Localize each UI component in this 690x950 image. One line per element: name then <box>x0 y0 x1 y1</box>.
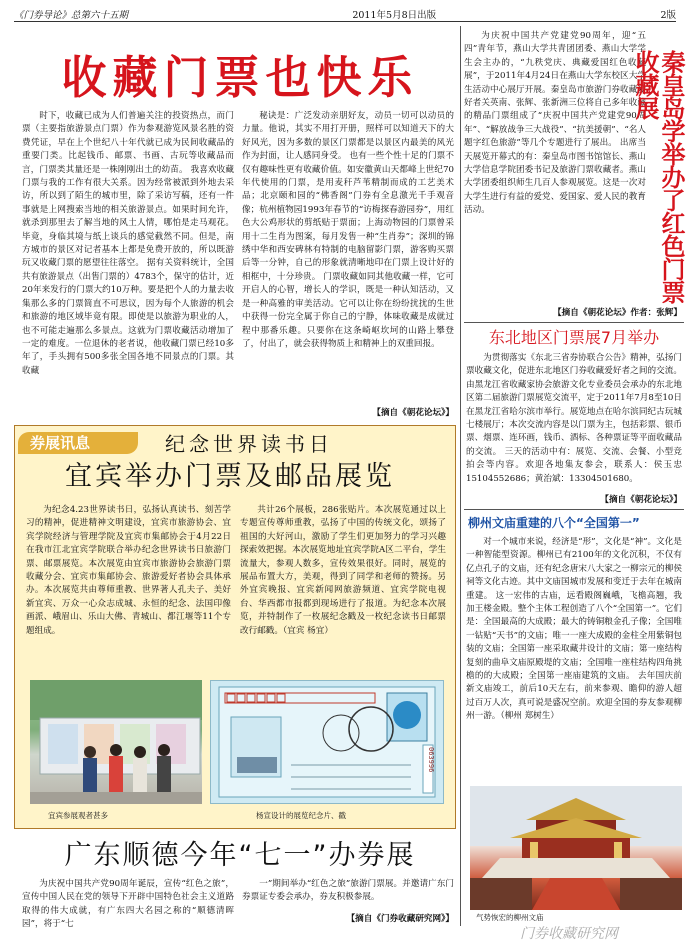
qhd-article-text: 为庆祝中国共产党建党90周年，迎“五四”青年节，燕山大学共青团团委、燕山大学学生会主办的，“九秩党庆、典藏爱国红色收藏展”，于2011年4月24日在燕山大学东校区大学生活动中心展厅开展。秦皇岛市旅游门券收藏爱好者关英南、张辉、张新洲三位将自己多年收藏的精品门票组成了“庆祝中国共产党建党90周年”、“解放战争三大战役”、“抗美援朝”、“名人题字红色旅游”等几个专题进行了展出。 出席当天展览开幕式的有：秦皇岛市图书馆馆长、燕山大学信息学院团委书记及旅游门票收藏者。燕山大学团委组织师生几百人参观展览。这是一次对大学生进行有益的爱党、爱国家、爱人民的教育活动。 <box>464 31 646 216</box>
temple-photo <box>470 786 682 910</box>
photo-caption-exhibition: 宜宾参展观者甚多 <box>48 811 108 820</box>
main-article-text-2: 秘诀是：广泛发动亲朋好友，动员一切可以动员的力量。他说，其实不用打开册，照样可以知道天下的大好风光，因为多数的景区门票都是以景区内最美的风光作为封面，让人感同身受。 也有一些个性十足的门票不仅有趣味性更有收藏价值。如安徽黄山天都峰上世纪70年代使用的门票，是用麦秆芦苇精制而成的工艺美术品；北京颐和园的“佛香阁”门券有全息激光千手观音像；杭州植物园1993年春节的“访梅探春游园券”，用红色大公鸡形状的剪纸贴于票面；上海动物园的门票曾采用十二生肖为图案，每月发售一种“生肖券”；深圳的锦绣中华和西安碑林有特制的电脑留影门票，游客购买票后等一分钟，自己的形象就清晰地印在门票上设计好的相框中，十分珍贵。 门票收藏如同其他收藏一样，它可开启人的心智，增长人的学识，既是一种认知活动，又是一种高雅的审美活动。它可以让你在纷纷扰扰的生世中获得一份完全属于你自己的宁静，体味收藏是成就过程中那番乐趣。只要你在这条崎岖坎坷的山路上攀登了，付出了，就会获得物质上和精神上的双重回报。 <box>242 111 454 349</box>
feature-subtitle: 纪念世界读书日 <box>165 432 333 456</box>
qhd-article-source: 【摘自《朝花论坛》作者：张辉】 <box>553 308 682 318</box>
page-header <box>14 6 676 22</box>
main-article-col1 <box>22 110 234 420</box>
northeast-article-body <box>466 352 682 492</box>
qhd-article-title: 秦皇岛学举办了红色门票收藏展 <box>631 50 685 303</box>
temple-photo-caption: 气势恢宏的柳州文庙 <box>476 913 544 922</box>
main-article-source: 【摘自《朝花论坛》】 <box>372 408 454 418</box>
feature-col2 <box>240 504 446 676</box>
photo-caption-card: 杨宣设计的展览纪念片、戳 <box>256 811 346 820</box>
feature-text-1: 为纪念4.23世界读书日，弘扬认真读书、刻苦学习的精神，促进精神文明建设，宜宾市旅游协会、宜宾学院经济与管理学院及宜宾市集邮协会于4月22日在我市江北宜宾学院联合举办纪念世界读书日旅游门票、邮票展览。本次展览由宜宾市旅游协会旅游门票收藏分会、宜宾市集邮协会、旅游爱好者协会具体承办。本次展览共由尊师重教、世界著人孔夫子、美好新宜宾、万众一心众志成城、永恒的纪念、法国印像画派、峨眉山、乐山大佛、青城山、都江堰等11个专题组成。 <box>26 505 231 636</box>
news-badge: 券展讯息 <box>18 432 138 454</box>
northeast-article-text: 为贯彻落实《东北三省券协联合公告》精神，弘扬门票收藏文化，促进东北地区门券收藏爱好者之间的交流。由黑龙江省收藏家协会旅游文化专业委员会承办的东北地区第二届旅游门票展览交流平，定于2011年7月8至10日在黑龙江省哈尔滨市举行。展览地点在哈尔滨同纪古玩城七楼展厅；本次交流内容是以门票为主，包括彩票、银币票、烟票、连环画，钱币、酒标、各种票证等平面收藏品的交流。 三天的活动中有：展览、交流、会餐、小型竞拍会等内容。欢迎各地集友参会，联系人：侯玉忠15104552686；黄治斌：13304501680。 <box>466 353 682 484</box>
temple-illustration <box>470 786 682 910</box>
feature-title: 宜宾举办门票及邮品展览 <box>65 461 395 492</box>
section-divider <box>464 322 684 323</box>
northeast-article-source: 【摘自《朝花论坛》】 <box>600 495 682 505</box>
main-article-text-1: 时下，收藏已成为人们普遍关注的投资热点，而门票（主要指旅游景点门票）作为参观游览风景名胜的资费凭证，早在上个世纪八十年代就已成为民间收藏品的重要门类。比起钱币、邮票、书画、古玩等收藏品而言，门票类其量还是一株刚刚出土的幼苗。 我喜欢收藏门票与我的工作有很大关系。因为经常被派到外地去采访，所以到了陌生的城市里，除了采访写稿，还有一件事就是上网搜索当地的相关旅游景点。如果时间允许，就杀到那里去了解当地的风土人情，哪怕是走马观花。毕竟，身临其境与纸上谈兵的感觉截然不同。但是，南方城市的景区对记者基本上都是免费开放的，所以既游玩又收藏门票的愿望往往落空。 据有关资料统计，全国共有旅游景点（出售门票的）4783个，保守的估计，近20年来发行的门票大约10万种。要是把个人的力量去收集那么多的门票简直不可思议，因为每个人旅游的机会和旅游的地区域毕竟有限。即使是以旅游为职业的人，也不可能走遍那么多景点。这就为门票收藏活动增加了一定的难度。一位退休的老者说，他收藏门票已经10多年了，手头拥有500多张全国各地不同景点的门票。其收藏 <box>22 111 234 376</box>
masthead: 《门券导论》总第六十五期 <box>14 9 129 21</box>
exhibition-photo <box>30 680 202 804</box>
site-watermark: 门券收藏研究网 <box>520 926 618 942</box>
main-article-title: 收藏门票也快乐 <box>61 51 419 104</box>
bottom-article-col1 <box>22 878 234 944</box>
liuzhou-article-text: 对一个城市来说，经济是“形”，文化是“神”。文化是一种智能型资源。柳州已有2100年的文化沉积，不仅有亿点孔子的文庙，还有纪念唐宋八大家之一柳宗元的柳侯祠等文化古迹。其中文庙国城市发展和变迁于去年在城南重建。 这一宏伟的古庙，远看殿阁巍峨，飞檐高翘，我加王楼金殿。整个主体工程创造了八个“全国第一”。它们是：全国最高的大成殿；最大的铸铜粮金孔子像；全国唯一钻贴“天书”的文庙；唯一一座大成殿的金柱全用紫铜包装的文庙；全国第一座采取藏井设计的文庙；第一座结构复刻的曲阜文庙原殿堤的文庙；全国唯一座柱结构四角挑檐的的大成殿；全国第一座庙建筑的文庙。 去年国庆前新文庙竣工，前后10天左右，前来参观、瞻仰的游人超过百万人次，真可说是盛况空前。欢迎全国的券友参观柳州一游。（柳州 郑树生） <box>466 537 682 722</box>
liuzhou-article-title: 柳州文庙重建的八个“全国第一” <box>468 516 640 530</box>
commemorative-card-image <box>210 680 444 804</box>
qhd-article-body <box>464 30 646 300</box>
bottom-article-title: 广东顺德今年“七一”办券展 <box>64 840 416 871</box>
postal-card-illustration <box>211 681 443 803</box>
page-number: 2版 <box>660 9 676 21</box>
card-serial-number: 063996 <box>427 747 435 773</box>
feature-text-2: 共计26个展板，286张贴片。本次展览通过以上专题宣传尊师重教，弘扬了中国的传统文化，颂扬了祖国的大好河山，激励了学生们更加努力的学习兴趣探索效把握。本次展览地址宜宾学院A区二平台，学生流量大，参观人数多，宣传效果很好。同时，展览的展品布置大方，美观，得到了同学和老师的赞扬。另外宜宾晚报、宜宾新闻网旅游频道、宜宾学院电视台、华西都市报都到现场进行了报道。为纪念本次展览，并特制作了一枚展纪念戳及一枚纪念读书日邮票改行邮戳。（宜宾 杨宜） <box>240 505 446 636</box>
liuzhou-article-body <box>466 536 682 782</box>
column-divider <box>460 26 461 926</box>
main-article-col2 <box>242 110 454 410</box>
northeast-article-title: 东北地区门票展7月举办 <box>488 328 660 347</box>
bottom-article-text-1: 为庆祝中国共产党90周年诞辰，宣传“红色之旅”，宣传中国人民在党的领导下开辟中国特色社会主义道路取得的伟大成就，有广东四大名园之称的“顺德清晖园”，将于“七 <box>22 879 234 930</box>
section-divider <box>464 509 684 510</box>
bottom-article-source: 【摘自《门券收藏研究网》】 <box>346 914 454 924</box>
feature-col1 <box>26 504 231 676</box>
bottom-article-text-2: 一”期间举办“红色之旅”旅游门票展。并邀请广东门券票证专委会承办，券友积极参展。 <box>242 879 454 903</box>
exhibition-scene-illustration <box>30 680 202 804</box>
issue-date: 2011年5月8日出版 <box>352 9 437 21</box>
